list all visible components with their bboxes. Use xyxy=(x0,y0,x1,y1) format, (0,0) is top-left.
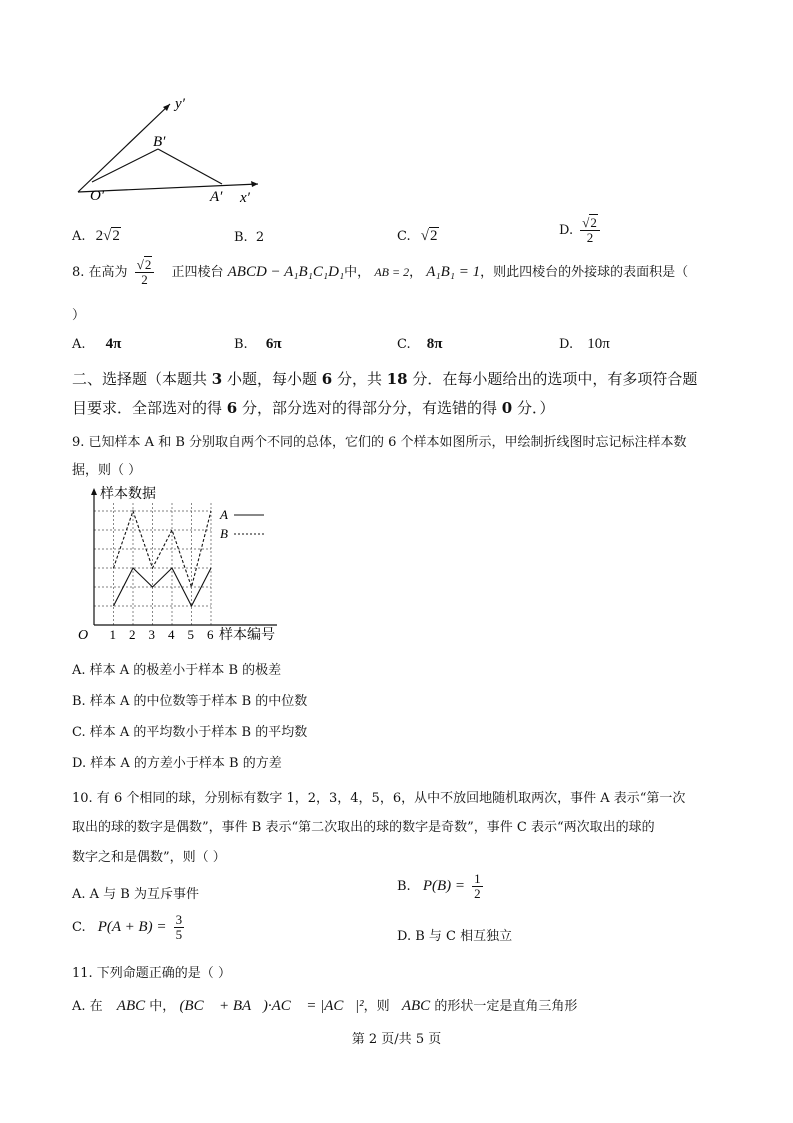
x-tick-label: 5 xyxy=(187,627,194,642)
q10-stem-line-3: 数字之和是偶数”，则（ ） xyxy=(72,850,226,865)
q9-stem-line-2: 据，则（ ） xyxy=(72,463,142,478)
segment-ba xyxy=(158,149,222,184)
q10-stem-line-2: 取出的球的数字是偶数”，事件 B 表示“第二次取出的球的数字是奇数”，事件 C 表示“两次取出的球的 xyxy=(72,820,655,835)
point-b-label: B′ xyxy=(153,134,166,150)
q9-option-b[interactable]: B. 样本 A 的中位数等于样本 B 的中位数 xyxy=(72,694,308,709)
point-a-label: A′ xyxy=(210,189,223,205)
fraction: $\frac{3}{5}$ xyxy=(175,912,183,942)
q7-option-a[interactable]: A. 2√2 xyxy=(72,228,120,244)
q7-option-d[interactable]: D. $\frac{√2}{2}$ xyxy=(559,216,603,245)
q7-option-b[interactable]: B. 2 xyxy=(234,230,265,245)
q9-option-a[interactable]: A. 样本 A 的极差小于样本 B 的极差 xyxy=(72,663,282,678)
x-tick-label: 4 xyxy=(168,627,175,642)
sample-line-chart xyxy=(72,482,287,647)
x-tick-label: 3 xyxy=(148,627,155,642)
q7-option-c[interactable]: C. √2 xyxy=(397,228,438,244)
q8-option-b[interactable]: B. 6π xyxy=(234,336,282,352)
q9-stem-line-1: 9. 已知样本 A 和 B 分别取自两个不同的总体，它们的 6 个样本如图所示，甲绘制折线图时忘记标注样本数 xyxy=(72,435,687,450)
q10-option-a[interactable]: A. A 与 B 为互斥事件 xyxy=(72,887,199,902)
q10-option-d[interactable]: D. B 与 C 相互独立 xyxy=(397,929,513,944)
fraction: $\frac{√2}{2}$ xyxy=(580,216,600,245)
q8-close-paren: ） xyxy=(72,308,86,323)
x-axis-label: 样本编号 xyxy=(219,628,275,643)
q11-option-a[interactable]: A. 在 ABC 中， (BC⃗ + BA⃗)·AC⃗ = |AC⃗|²，则 ABC 的形状一定是直角三角形 xyxy=(72,998,578,1014)
q8-option-d[interactable]: D. 10π xyxy=(559,336,610,352)
q8-option-a[interactable]: A. 4π xyxy=(72,336,122,352)
y-axis-label: y′ xyxy=(175,96,185,112)
segment-ob xyxy=(92,149,158,182)
x-tick-label: 6 xyxy=(207,627,214,642)
fraction: $\frac{1}{2}$ xyxy=(474,871,481,901)
section-2-heading: 二、选择题（本题共 3 小题，每小题 6 分，共 18 分．在每小题给出的选项中，有多项符合题 xyxy=(72,370,698,388)
series-line-B xyxy=(114,511,212,587)
q10-option-c[interactable]: C. P(A + B) = $\frac{3}{5}$ xyxy=(72,912,183,942)
x-tick-label: 2 xyxy=(129,627,136,642)
x-axis-label: x′ xyxy=(240,190,250,206)
q9-option-c[interactable]: C. 样本 A 的平均数小于样本 B 的平均数 xyxy=(72,725,308,740)
legend-label-a: A xyxy=(220,507,228,522)
q8-option-c[interactable]: C. 8π xyxy=(397,336,443,352)
legend-label-b: B xyxy=(220,526,228,541)
height-fraction: $\frac{√2}{2}$ xyxy=(135,258,155,287)
oblique-triangle-figure xyxy=(70,92,270,212)
q10-option-b[interactable]: B. P(B) = $\frac{1}{2}$ xyxy=(397,871,481,901)
q11-stem: 11. 下列命题正确的是（ ） xyxy=(72,966,231,981)
origin-label: O xyxy=(78,628,89,643)
y-axis-label: 样本数据 xyxy=(100,487,156,502)
point-o-label: O′ xyxy=(90,188,105,204)
y-axis-arrow xyxy=(91,488,97,495)
sqrt-symbol: √2 xyxy=(103,228,120,244)
q10-stem-line-1: 10. 有 6 个相同的球，分别标有数字 1，2，3，4，5，6，从中不放回地随机取两次，事件 A 表示“第一次 xyxy=(72,791,686,806)
q9-option-d[interactable]: D. 样本 A 的方差小于样本 B 的方差 xyxy=(72,756,282,771)
section-2-instructions: 目要求．全部选对的得 6 分，部分选对的得部分分，有选错的得 0 分．） xyxy=(72,399,555,417)
x-axis xyxy=(78,184,258,192)
x-tick-label: 1 xyxy=(109,627,116,642)
page-footer: 第 2 页/共 5 页 xyxy=(351,1032,442,1047)
q8-stem: 8. 在高为 $\frac{√2}{2}$ 正四棱台 ABCD − A₁B₁C₁D₁中， AB = 2， A₁B₁ = 1，则此四棱台的外接球的表面积是（ xyxy=(72,257,689,287)
